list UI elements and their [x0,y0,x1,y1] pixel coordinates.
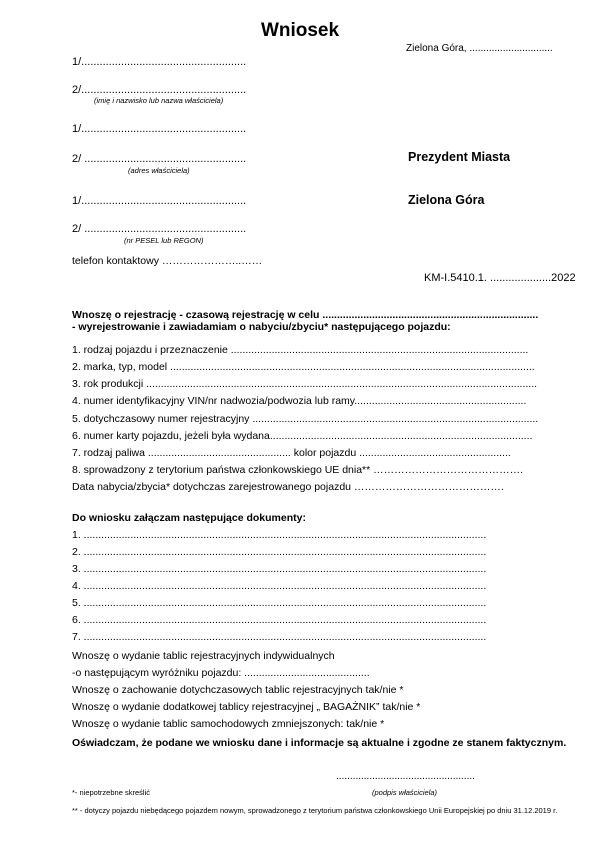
list-item[interactable]: 5. dotychczasowy numer rejestracyjny .................................................................................................. [72,413,539,425]
owner-address-line-2[interactable]: 2/ ..................................................... [72,153,247,165]
recipient-line-2: Zielona Góra [408,193,485,207]
owner-id-caption: (nr PESEL lub REGON) [124,236,204,245]
place-date-field[interactable]: Zielona Góra, .............................. [406,43,553,54]
list-item[interactable]: 3. rok produkcji ...................................................................................................................................... [72,378,538,390]
recipient-line-1: Prezydent Miasta [408,150,511,164]
list-item[interactable]: 1. .......................................................................................................................................... [72,529,487,541]
footnote-1: *- niepotrzebne skreślić [72,788,150,797]
document-title: Wniosek [260,20,340,41]
list-item[interactable]: 2. .......................................................................................................................................... [72,546,487,558]
list-item[interactable]: 6. numer karty pojazdu, jeżeli była wydana.......................................................................................... [72,430,533,442]
list-item[interactable]: 4. .......................................................................................................................................... [72,580,487,592]
owner-address-caption: (adres właściciela) [128,166,190,175]
signature-line[interactable]: .................................................. [336,771,475,782]
request-line-1: Wnoszę o rejestrację - czasową rejestrację w celu .......................................................................... [72,309,539,321]
plates-request-individual: Wnoszę o wydanie tablic rejestracyjnych indywidualnych [72,650,335,662]
declaration: Oświadczam, że podane we wniosku dane i informacje są aktualne i zgodne ze stanem faktycznym. [72,737,567,749]
request-line-2: - wyrejestrowanie i zawiadamiam o nabyciu/zbyciu* następującego pojazdu: [72,321,451,333]
plates-distinguisher-field[interactable]: -o następującym wyróżniku pojazdu: ........................................... [72,667,370,679]
owner-id-line-2[interactable]: 2/ ..................................................... [72,223,247,235]
owner-id-line-1[interactable]: 1/...................................................... [72,195,247,207]
list-item[interactable]: 7. .......................................................................................................................................... [72,631,487,643]
plates-keep-existing[interactable]: Wnoszę o zachowanie dotychczasowych tablic rejestracyjnych tak/nie * [72,684,404,696]
owner-address-line-1[interactable]: 1/...................................................... [72,123,247,135]
signature-caption: (podpis właściciela) [372,788,438,797]
list-item[interactable]: 8. sprowadzony z terytorium państwa członkowskiego UE dnia** ……………………………………. [72,464,524,476]
list-item[interactable]: 3. .......................................................................................................................................... [72,563,487,575]
case-number[interactable]: KM-I.5410.1. ....................2022 [424,272,576,284]
attachments-heading: Do wniosku załączam następujące dokumenty: [72,512,306,524]
list-item[interactable]: 2. marka, typ, model ............................................................................................................................. [72,361,535,373]
footnote-2: ** - dotyczy pojazdu niebędącego pojazdem nowym, sprowadzonego z terytorium państwa członkowskiego Unii Europejskiej po dniu 31.12.2019 r. [72,806,558,815]
list-item[interactable]: 1. rodzaj pojazdu i przeznaczenie ...................................................................................................... [72,344,529,356]
plates-additional-trunk[interactable]: Wnoszę o wydanie dodatkowej tablicy rejestracyjnej „ BAGAŻNIK” tak/nie * [72,701,421,713]
phone-field[interactable]: telefon kontaktowy …………………..…… [72,255,263,267]
plates-reduced-size[interactable]: Wnoszę o wydanie tablic samochodowych zmniejszonych: tak/nie * [72,718,385,730]
owner-name-line-2[interactable]: 2/...................................................... [72,84,247,96]
list-item[interactable]: 5. .......................................................................................................................................... [72,597,487,609]
list-item[interactable]: Data nabycia/zbycia* dotychczas zarejestrowanego pojazdu ……………………………………. [72,481,504,493]
list-item[interactable]: 7. rodzaj paliwa ................................................. kolor pojazdu .................................................... [72,447,511,459]
list-item[interactable]: 4. numer identyfikacyjny VIN/nr nadwozia/podwozia lub ramy........................................................... [72,395,527,407]
owner-name-caption: (imię i nazwisko lub nazwa właściciela) [94,96,224,105]
list-item[interactable]: 6. .......................................................................................................................................... [72,614,487,626]
owner-name-line-1[interactable]: 1/...................................................... [72,56,247,68]
